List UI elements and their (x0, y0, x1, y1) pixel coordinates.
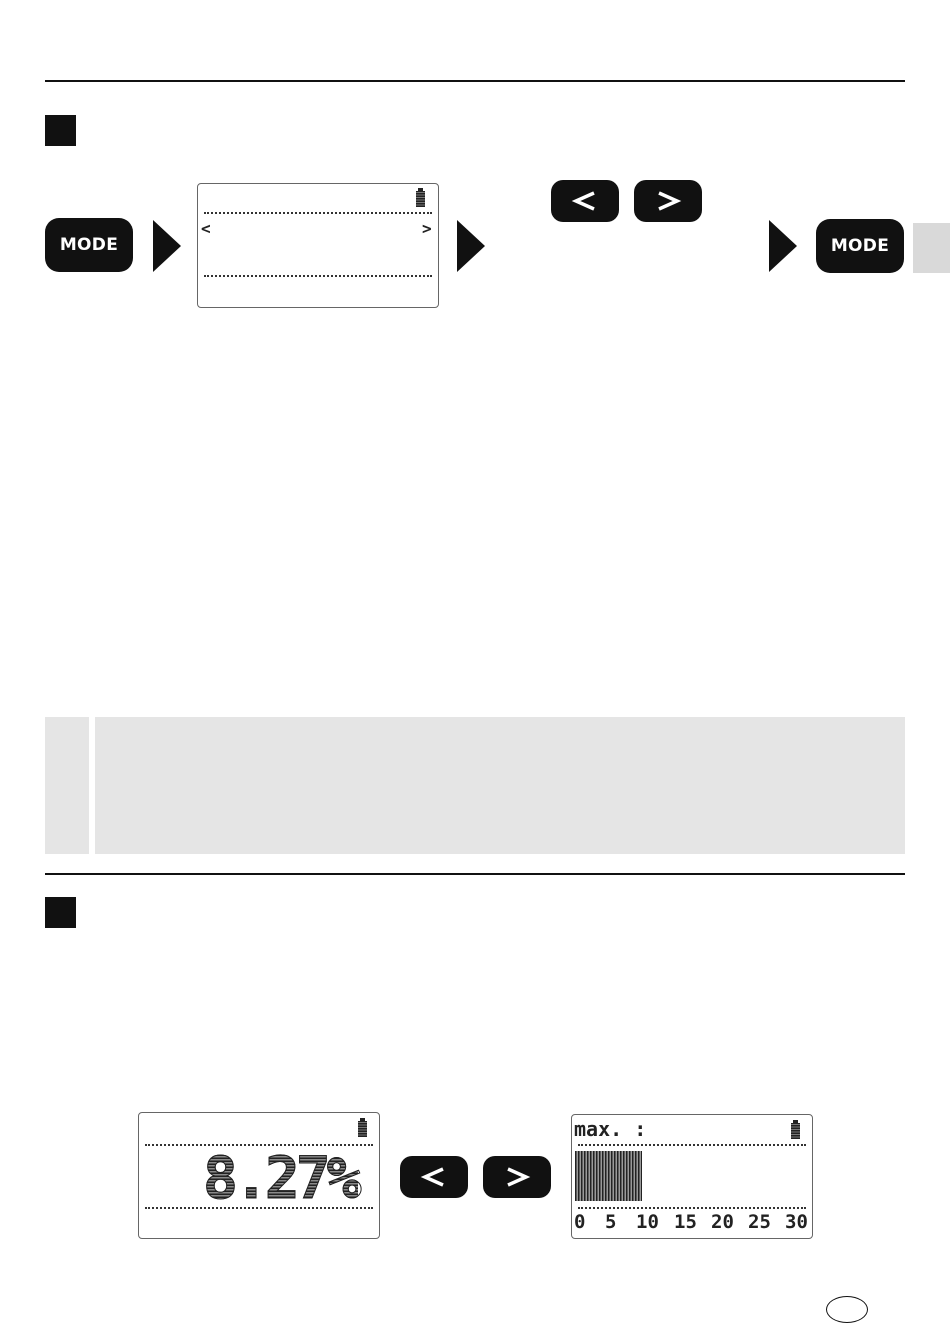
step-arrow-1 (153, 220, 181, 272)
step-arrow-2 (457, 220, 485, 272)
max-label: max. : (574, 1117, 647, 1141)
mode-button-2[interactable] (816, 219, 904, 273)
right-button[interactable] (634, 180, 702, 222)
scale-tick: 15 (674, 1211, 697, 1233)
menu-right-arrow: > (422, 219, 432, 238)
note-box (45, 717, 905, 854)
section-marker-1 (45, 115, 76, 146)
lcd-separator (578, 1144, 806, 1146)
histogram-bar (575, 1151, 642, 1201)
note-box-divider (89, 717, 95, 854)
lcd-separator (204, 212, 432, 214)
section-divider-bottom (45, 873, 905, 875)
mode-button-label: MODE (59, 235, 119, 255)
section-divider-top (45, 80, 905, 82)
scale-tick: 10 (636, 1211, 659, 1233)
chevron-left-icon (419, 1166, 449, 1188)
chevron-right-icon (653, 190, 683, 212)
lcd-separator (145, 1207, 373, 1209)
measurement-value: 8.27% (203, 1144, 358, 1212)
chevron-left-icon (570, 190, 600, 212)
menu-left-arrow: < (201, 219, 211, 238)
left-button[interactable] (400, 1156, 468, 1198)
step-arrow-3 (769, 220, 797, 272)
scale-tick: 5 (605, 1211, 617, 1233)
battery-icon (791, 1123, 800, 1139)
scale-tick: 20 (711, 1211, 734, 1233)
battery-icon (416, 191, 425, 207)
battery-icon (358, 1121, 367, 1137)
right-button[interactable] (483, 1156, 551, 1198)
chevron-right-icon (502, 1166, 532, 1188)
lcd-separator (204, 275, 432, 277)
scale-tick: 30 (785, 1211, 808, 1233)
scale-tick: 25 (748, 1211, 771, 1233)
lcd-menu-display (197, 183, 439, 308)
lcd-value-display (138, 1112, 380, 1239)
lcd-separator (578, 1207, 806, 1209)
language-badge (826, 1296, 868, 1323)
section-marker-2 (45, 897, 76, 928)
mode-button-label: MODE (830, 236, 890, 256)
mode-button-1[interactable] (45, 218, 133, 272)
left-button[interactable] (551, 180, 619, 222)
chapter-side-tab (913, 223, 950, 273)
scale-tick: 0 (574, 1211, 586, 1233)
